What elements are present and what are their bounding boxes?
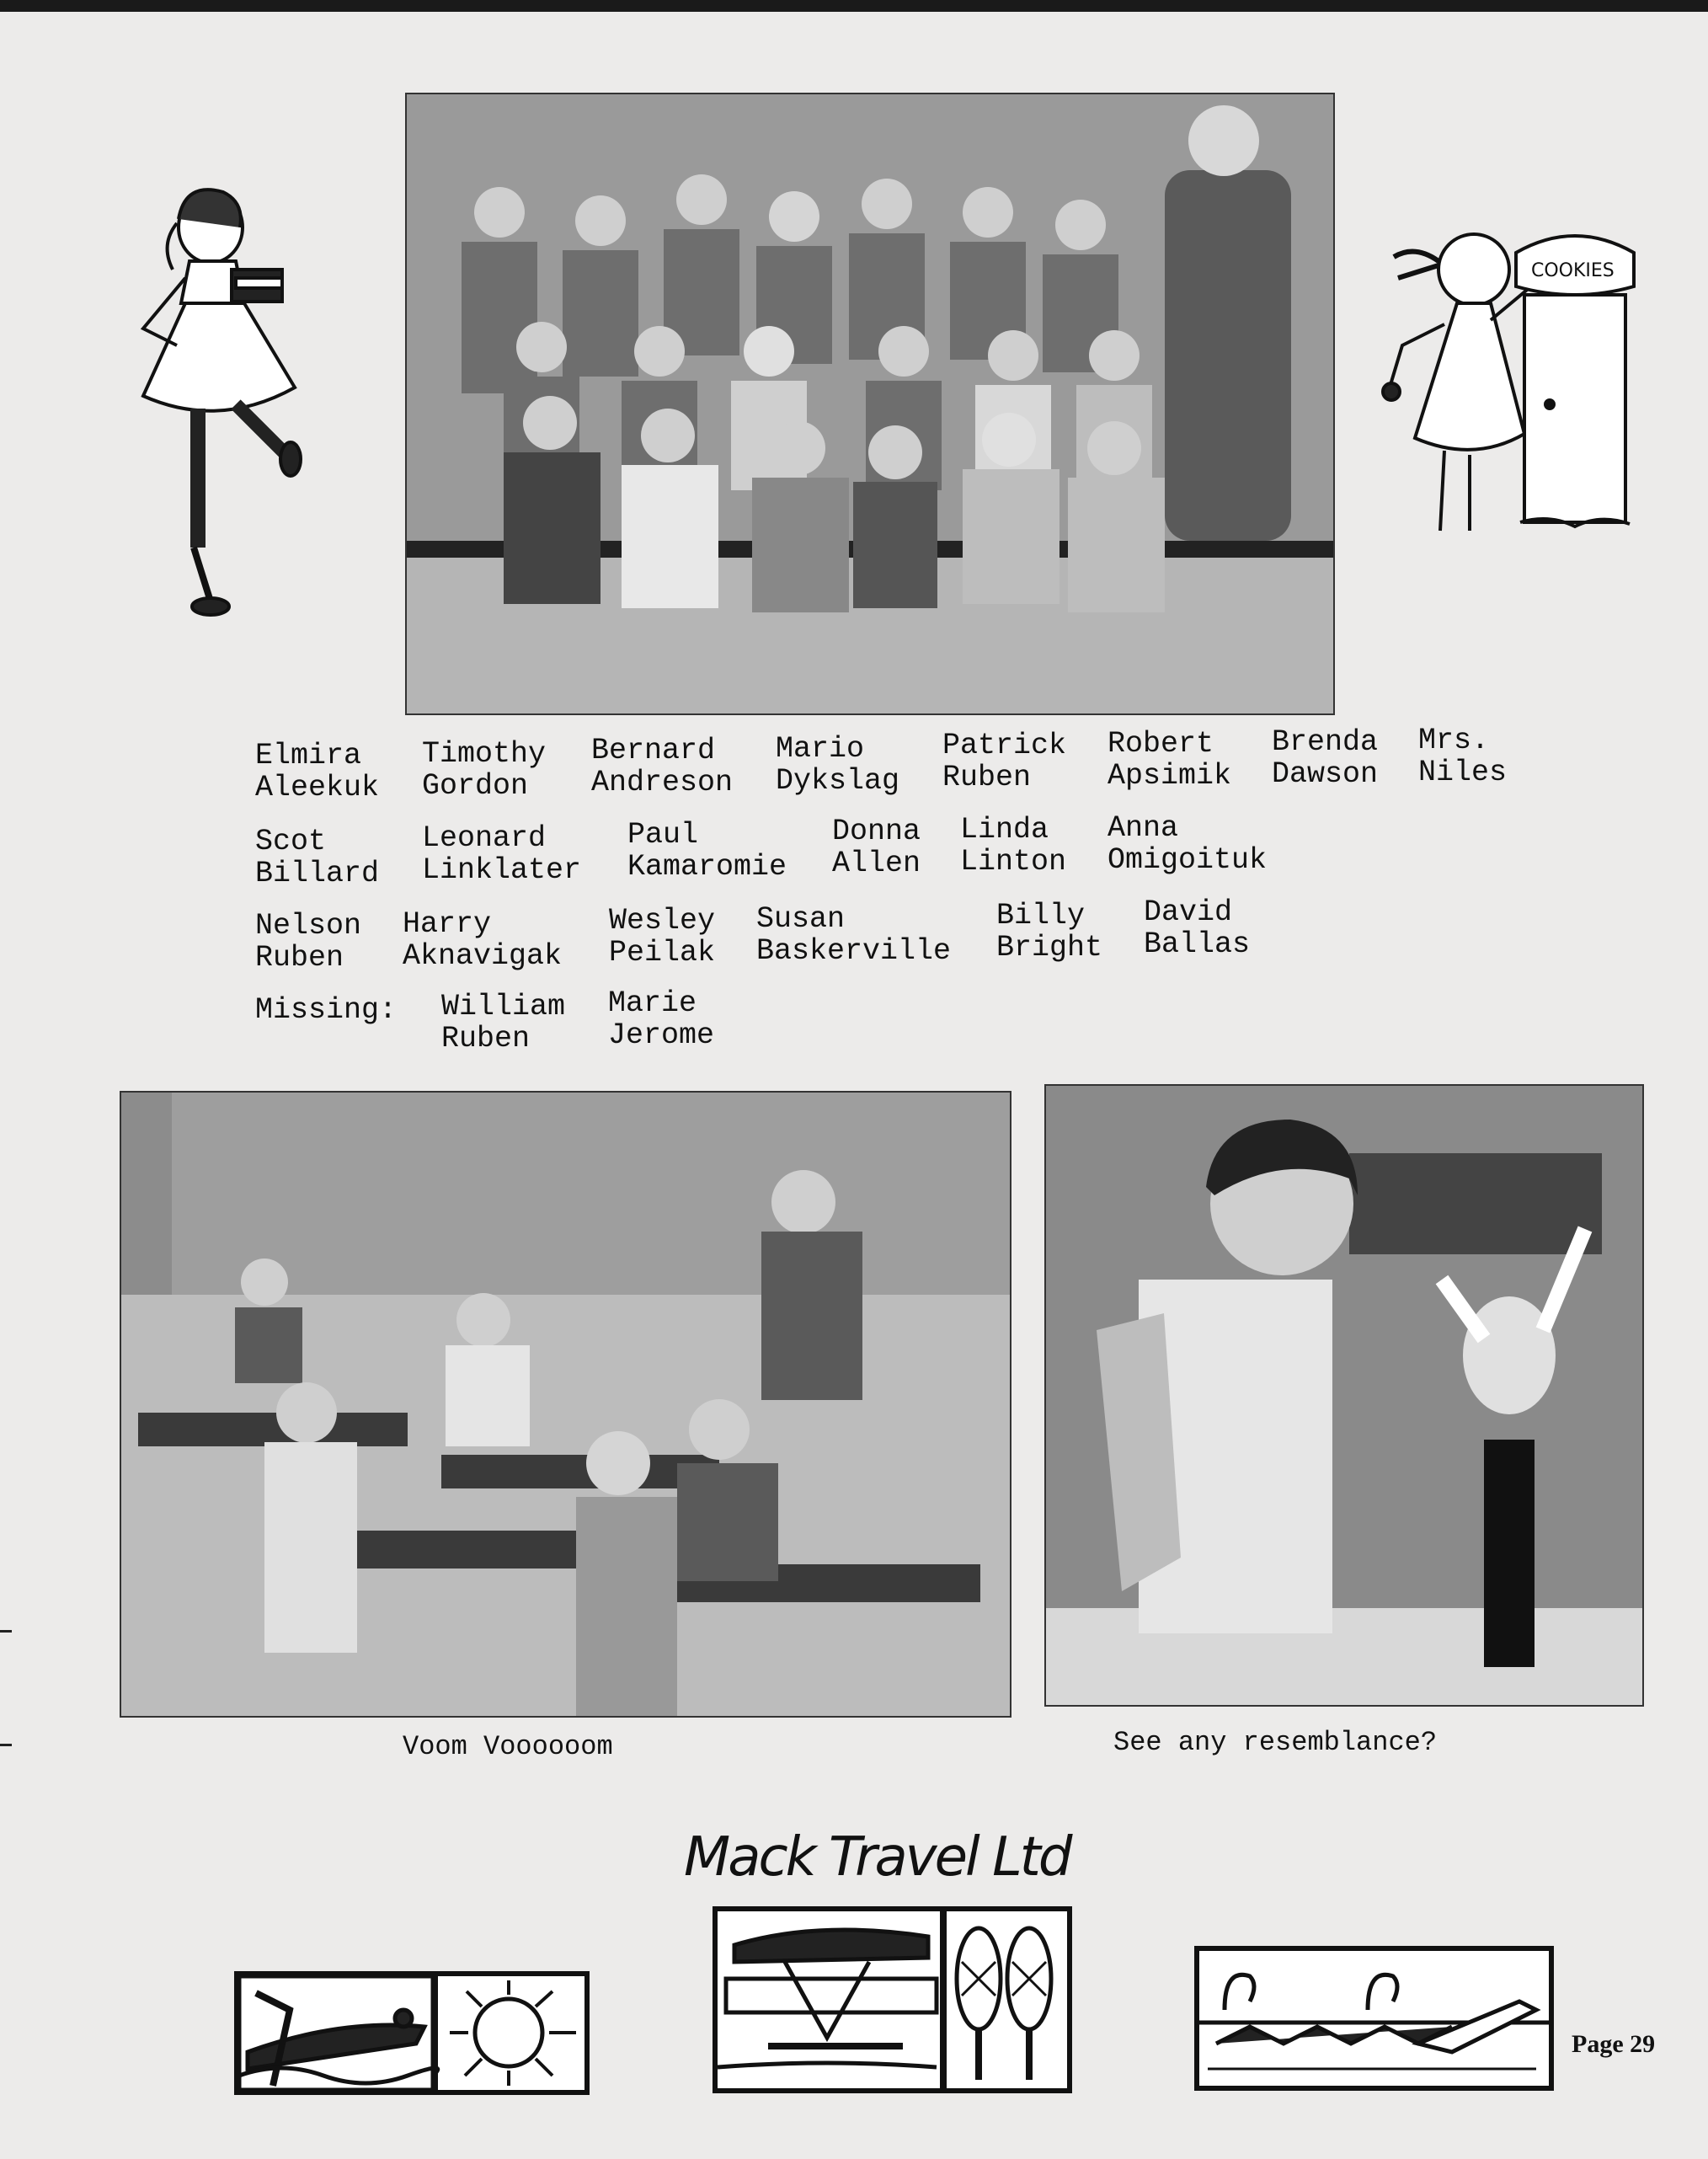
left-photo-caption: Voom Voooooom <box>403 1731 613 1762</box>
student-name: Leonard Linklater <box>422 821 582 887</box>
classroom-photo <box>120 1091 1011 1718</box>
canoe-and-sun-icon <box>234 1971 590 2095</box>
student-name: Nelson Ruben <box>255 909 362 975</box>
student-name: Bernard Andreson <box>591 734 734 799</box>
girl-with-cookie-jar-icon <box>1381 219 1651 548</box>
student-name: Patrick Ruben <box>942 729 1067 794</box>
teacher-name: Mrs. Niles <box>1418 724 1508 789</box>
student-name: Harry Aknavigak <box>403 907 563 973</box>
student-name: Linda Linton <box>960 813 1067 879</box>
student-name: Robert Apsimik <box>1108 727 1232 793</box>
edge-mark <box>0 1630 12 1633</box>
page-top-edge <box>0 0 1708 12</box>
student-name: Scot Billard <box>255 825 380 890</box>
airplane-and-snowshoes-icon <box>713 1906 1072 2093</box>
student-name: Mario Dykslag <box>776 732 900 798</box>
dog-sled-and-plane-icon <box>1194 1946 1554 2091</box>
page-number: Page 29 <box>1572 2030 1656 2058</box>
student-name: Donna Allen <box>832 815 921 880</box>
right-photo-caption: See any resemblance? <box>1113 1727 1438 1758</box>
student-name: Timothy Gordon <box>422 737 547 803</box>
advertiser-logo: Mack Travel Ltd <box>684 1826 1070 1889</box>
student-name: Elmira Aleekuk <box>255 739 380 804</box>
student-name: Anna Omigoituk <box>1108 811 1268 877</box>
student-name: Billy Bright <box>996 899 1103 965</box>
boy-with-puppet-photo <box>1044 1084 1644 1707</box>
missing-label: Missing: <box>255 993 398 1027</box>
student-name: Paul Kamaromie <box>627 818 787 884</box>
svg-text:COOKIES: COOKIES <box>1531 260 1615 281</box>
student-name: Wesley Peilak <box>609 904 716 970</box>
edge-mark <box>0 1744 12 1746</box>
student-name: David Ballas <box>1144 895 1251 961</box>
class-group-photo <box>405 93 1335 715</box>
student-name: William Ruben <box>441 990 566 1055</box>
student-name: Brenda Dawson <box>1272 725 1379 791</box>
girl-running-with-books-icon <box>126 177 320 623</box>
student-name: Marie Jerome <box>608 986 715 1052</box>
student-name: Susan Baskerville <box>756 902 952 968</box>
